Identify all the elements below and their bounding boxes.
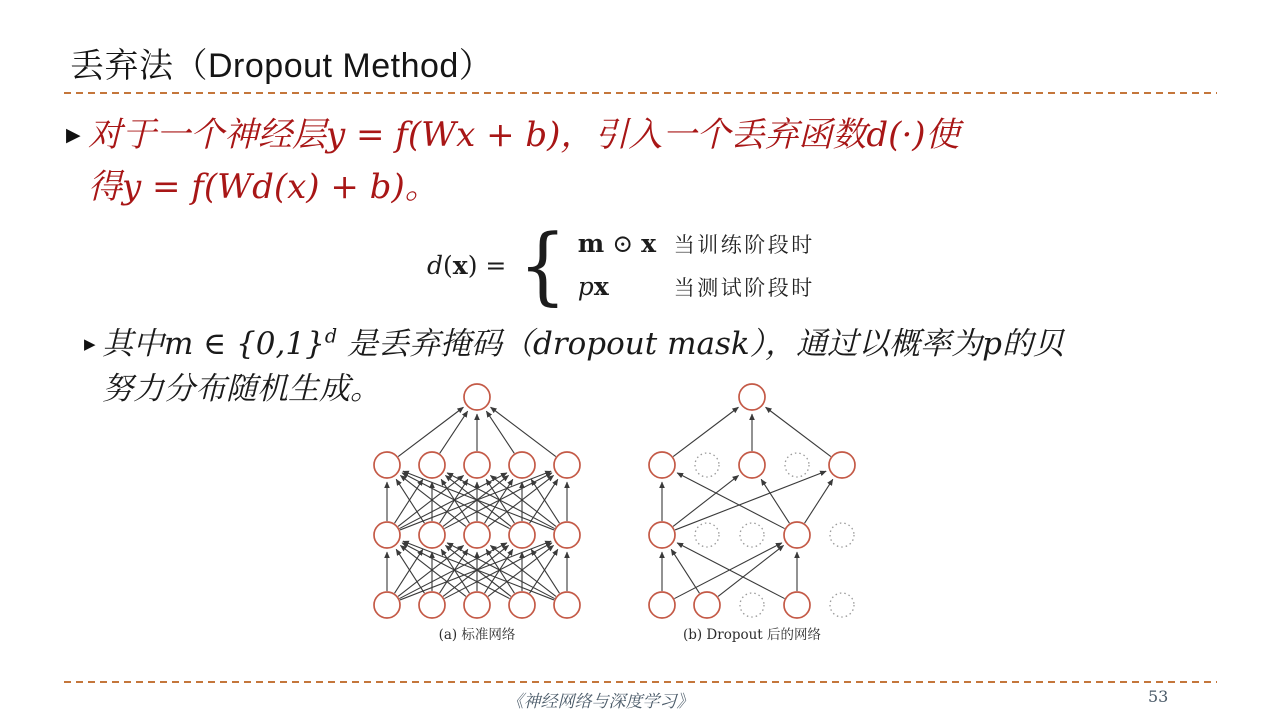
formula-lhs: d(x) = [427,250,507,280]
bullet-definition-line2: 得y = f(Wd(x) + b)。 [88,167,439,207]
formula-brace: { [519,216,568,314]
dropped-neuron-node [695,453,719,477]
connection-arrow [766,407,831,456]
bullet-triangle-icon: ▶ [66,124,81,146]
bullet-triangle-icon: ▶ [84,335,96,353]
neuron-node [694,592,720,618]
neuron-node [554,522,580,548]
connection-arrow [531,549,559,593]
formula-case-training [578,222,815,265]
neuron-node [374,592,400,618]
neuron-node [739,384,765,410]
formula-case-testing-expr: px [577,272,609,301]
bullet-definition-text [88,109,960,213]
neuron-node [419,452,445,478]
network-dropout [637,383,867,643]
neuron-node [464,384,490,410]
footer-book-title: 《神经网络与深度学习》 [506,692,694,712]
network-dropout-diagram [637,383,867,621]
dropout-function-formula [427,216,815,314]
connection-arrow [440,411,468,453]
connection-arrow [486,411,514,453]
dropped-neuron-node [740,523,764,547]
footer-divider [64,681,1217,683]
connection-arrow [673,407,738,456]
bullet-definition [66,109,1226,213]
network-standard-caption: (a) 标准网络 [438,627,516,643]
neuron-node [649,522,675,548]
formula-case-testing [578,265,815,308]
bullet-mask-line2: 努力分布随机生成。 [102,371,381,407]
connection-arrow [805,479,833,523]
connection-arrow [677,543,784,599]
dropped-neuron-node [740,593,764,617]
neuron-node [464,522,490,548]
neuron-node [784,592,810,618]
bullet-definition-line1: 对于一个神经层y = f(Wx + b)，引入一个丢弃函数d(·)使 [88,115,960,155]
connection-arrow [395,549,423,593]
neuron-node [554,452,580,478]
formula-case-training-expr: m ⊙ x [577,229,656,258]
neuron-node [509,522,535,548]
neuron-node [419,522,445,548]
neuron-node [649,452,675,478]
connection-arrow [395,479,423,523]
network-dropout-caption: (b) Dropout 后的网络 [682,627,822,643]
neuron-node [419,592,445,618]
neuron-node [649,592,675,618]
formula-cases [578,222,815,308]
title-divider [64,92,1217,94]
page-number: 53 [1148,687,1169,706]
connection-arrow [531,479,559,523]
bullet-mask-line1: 其中m ∈ $\{0,1\}^d$ 是丢弃掩码（dropout mask），通过以概率为p的贝 [102,324,1064,362]
neuron-node [374,522,400,548]
neuron-node [829,452,855,478]
neuron-node [464,592,490,618]
slide-title: 丢弃法（Dropout Method） [70,47,494,85]
dropped-neuron-node [830,593,854,617]
formula-case-testing-cond: 当测试阶段时 [673,275,815,300]
neuron-node [374,452,400,478]
connection-arrow [761,479,789,523]
neuron-node [739,452,765,478]
neuron-node [784,522,810,548]
dropped-neuron-node [830,523,854,547]
connection-arrow [671,549,699,593]
connection-arrow [674,543,781,599]
formula-case-training-cond: 当训练阶段时 [673,232,815,257]
neuron-node [554,592,580,618]
dropped-neuron-node [785,453,809,477]
neuron-node [509,592,535,618]
network-standard [362,383,592,643]
network-standard-diagram [362,383,592,621]
connection-arrow [673,475,739,526]
connection-arrow [675,471,826,530]
dropped-neuron-node [695,523,719,547]
neuron-node [464,452,490,478]
neuron-node [509,452,535,478]
